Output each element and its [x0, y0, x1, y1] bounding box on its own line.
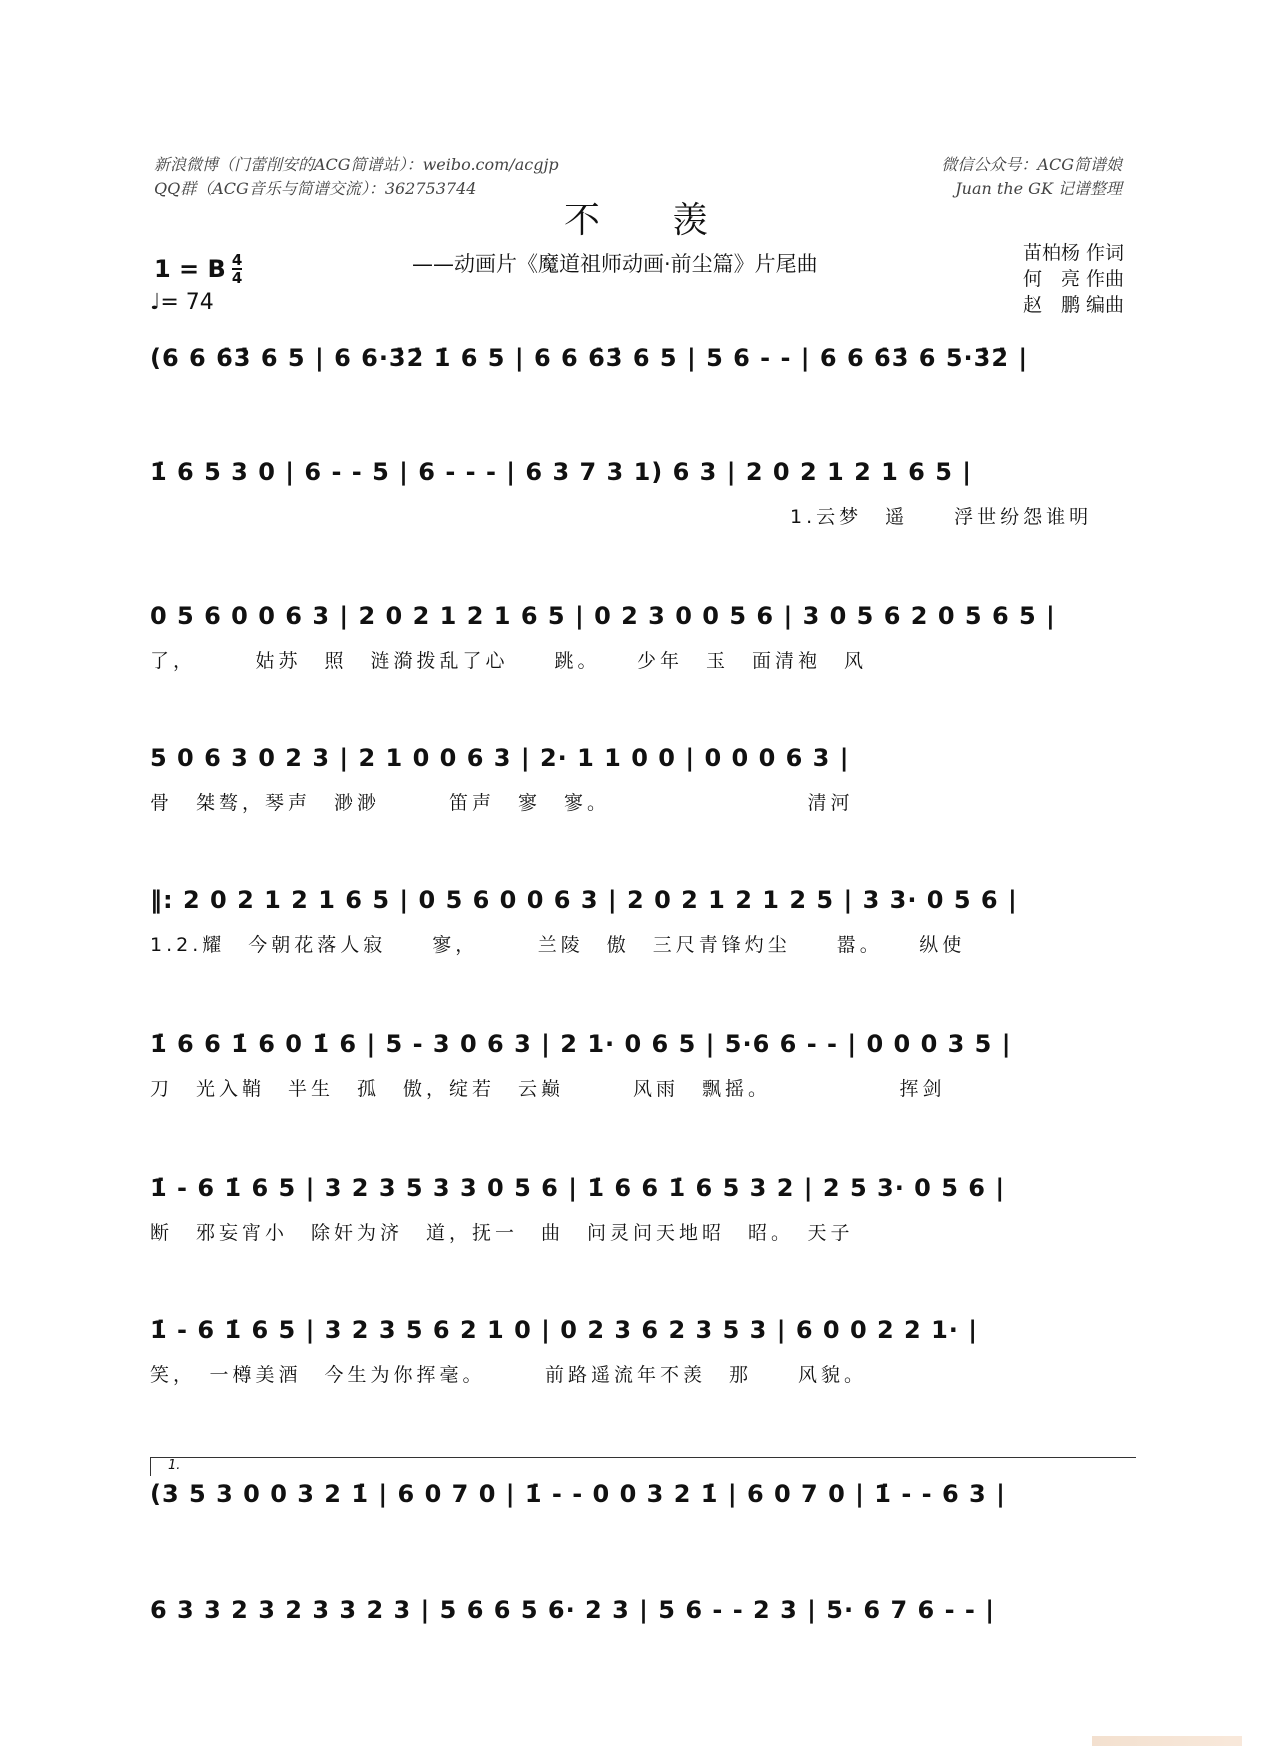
tempo-marking: ♩= 74 — [150, 290, 214, 315]
time-bottom: 4 — [231, 269, 243, 287]
lyric-line-5: 1.2.耀 今朝花落人寂 寥， 兰陵 傲 三尺青锋灼尘 嚣。 纵使 — [150, 934, 966, 956]
header-weibo: 新浪微博（门蕾削安的ACG简谱站）：weibo.com/acgjp — [154, 155, 559, 174]
header-transcriber: Juan the GK 记谱整理 — [955, 179, 1122, 198]
lyric-line-3: 了， 姑苏 照 涟漪拨乱了心 跳。 少年 玉 面清袍 风 — [150, 650, 868, 672]
score-line-1: (6 6 6̇3̇ 6 5 | 6 6·3̇2̇ 1̇ 6 5 | 6 6 6̇3̇ 6 5 | 5 6 - - | 6 6 6̇3̇ 6 5·3̇2̇ | — [150, 344, 1029, 372]
time-top: 4 — [231, 251, 243, 269]
key-signature — [154, 252, 242, 286]
lyric-line-8: 笑， 一樽美酒 今生为你挥毫。 前路遥流年不羡 那 风貌。 — [150, 1364, 868, 1386]
credit-arranger: 赵 鹏 编曲 — [1022, 294, 1124, 316]
score-line-4: 5 0 6 3 0 2 3 | 2 1 0 0 6 3 | 2· 1 1 0 0 | 0 0 0 6 3 | — [150, 744, 850, 772]
score-line-7: 1̇ - 6 1̇ 6 5 | 3 2 3 5 3 3 0 5 6 | 1̇ 6 6 1̇ 6 5 3 2 | 2 5 3· 0 5 6 | — [150, 1174, 1006, 1202]
header-wechat: 微信公众号：ACG简谱娘 — [941, 155, 1122, 174]
score-line-2: 1̇ 6 5 3 0 | 6 - - 5 | 6 - - - | 6 3 7 3 1) 6 3 | 2 0 2 1 2 1 6 5 | — [150, 458, 973, 486]
lyric-line-2: 1.云梦 遥 浮世纷怨谁明 — [790, 506, 1093, 528]
header-qq-group: QQ群（ACG音乐与简谱交流）：362753744 — [154, 179, 477, 198]
volta-bracket — [150, 1457, 1136, 1476]
credits — [1023, 240, 1124, 318]
lyric-line-7: 断 邪妄宵小 除奸为济 道，抚一 曲 问灵问天地昭 昭。 天子 — [150, 1222, 854, 1244]
score-line-6: 1̇ 6 6 1̇ 6 0 1̇ 6 | 5 - 3 0 6 3 | 2 1· 0 6 5 | 5·6 6 - - | 0 0 0 3 5 | — [150, 1030, 1012, 1058]
score-line-8: 1̇ - 6 1̇ 6 5 | 3 2 3 5 6 2 1 0 | 0 2 3 6 2 3 5 3 | 6 0 0 2 2 1· | — [150, 1316, 979, 1344]
lyric-line-4: 骨 桀骜，琴声 渺渺 笛声 寥 寥。 清河 — [150, 792, 854, 814]
key-label: 1 = B — [154, 255, 226, 283]
score-line-5: ‖: 2 0 2 1 2 1 6 5 | 0 5 6 0 0 6 3 | 2 0 2 1 2 1 2 5 | 3 3· 0 5 6 | — [150, 886, 1018, 914]
credit-lyricist: 苗柏杨 作词 — [1022, 242, 1124, 264]
credit-composer: 何 亮 作曲 — [1022, 268, 1124, 290]
score-line-9: (3 5 3 0 0 3 2 1̇ | 6 0 7 0 | 1̇ - - 0 0 3 2 1̇ | 6 0 7 0 | 1̇ - - 6 3 | — [150, 1480, 1006, 1508]
footer-watermark — [1092, 1736, 1242, 1746]
volta-label: 1. — [168, 1458, 181, 1473]
song-title: 不羡 — [563, 200, 780, 241]
score-line-10: 6 3 3 2 3 2 3 3 2 3 | 5 6 6 5 6· 2 3 | 5 6 - - 2 3 | 5· 6 7 6 - - | — [150, 1596, 995, 1624]
time-signature — [232, 252, 242, 286]
score-line-3: 0 5 6 0 0 6 3 | 2 0 2 1 2 1 6 5 | 0 2 3 0 0 5 6 | 3 0 5 6 2 0 5 6 5 | — [150, 602, 1056, 630]
lyric-line-6: 刀 光入鞘 半生 孤 傲，绽若 云巅 风雨 飘摇。 挥剑 — [150, 1078, 946, 1100]
song-subtitle: ——动画片《魔道祖师动画·前尘篇》片尾曲 — [412, 252, 818, 276]
